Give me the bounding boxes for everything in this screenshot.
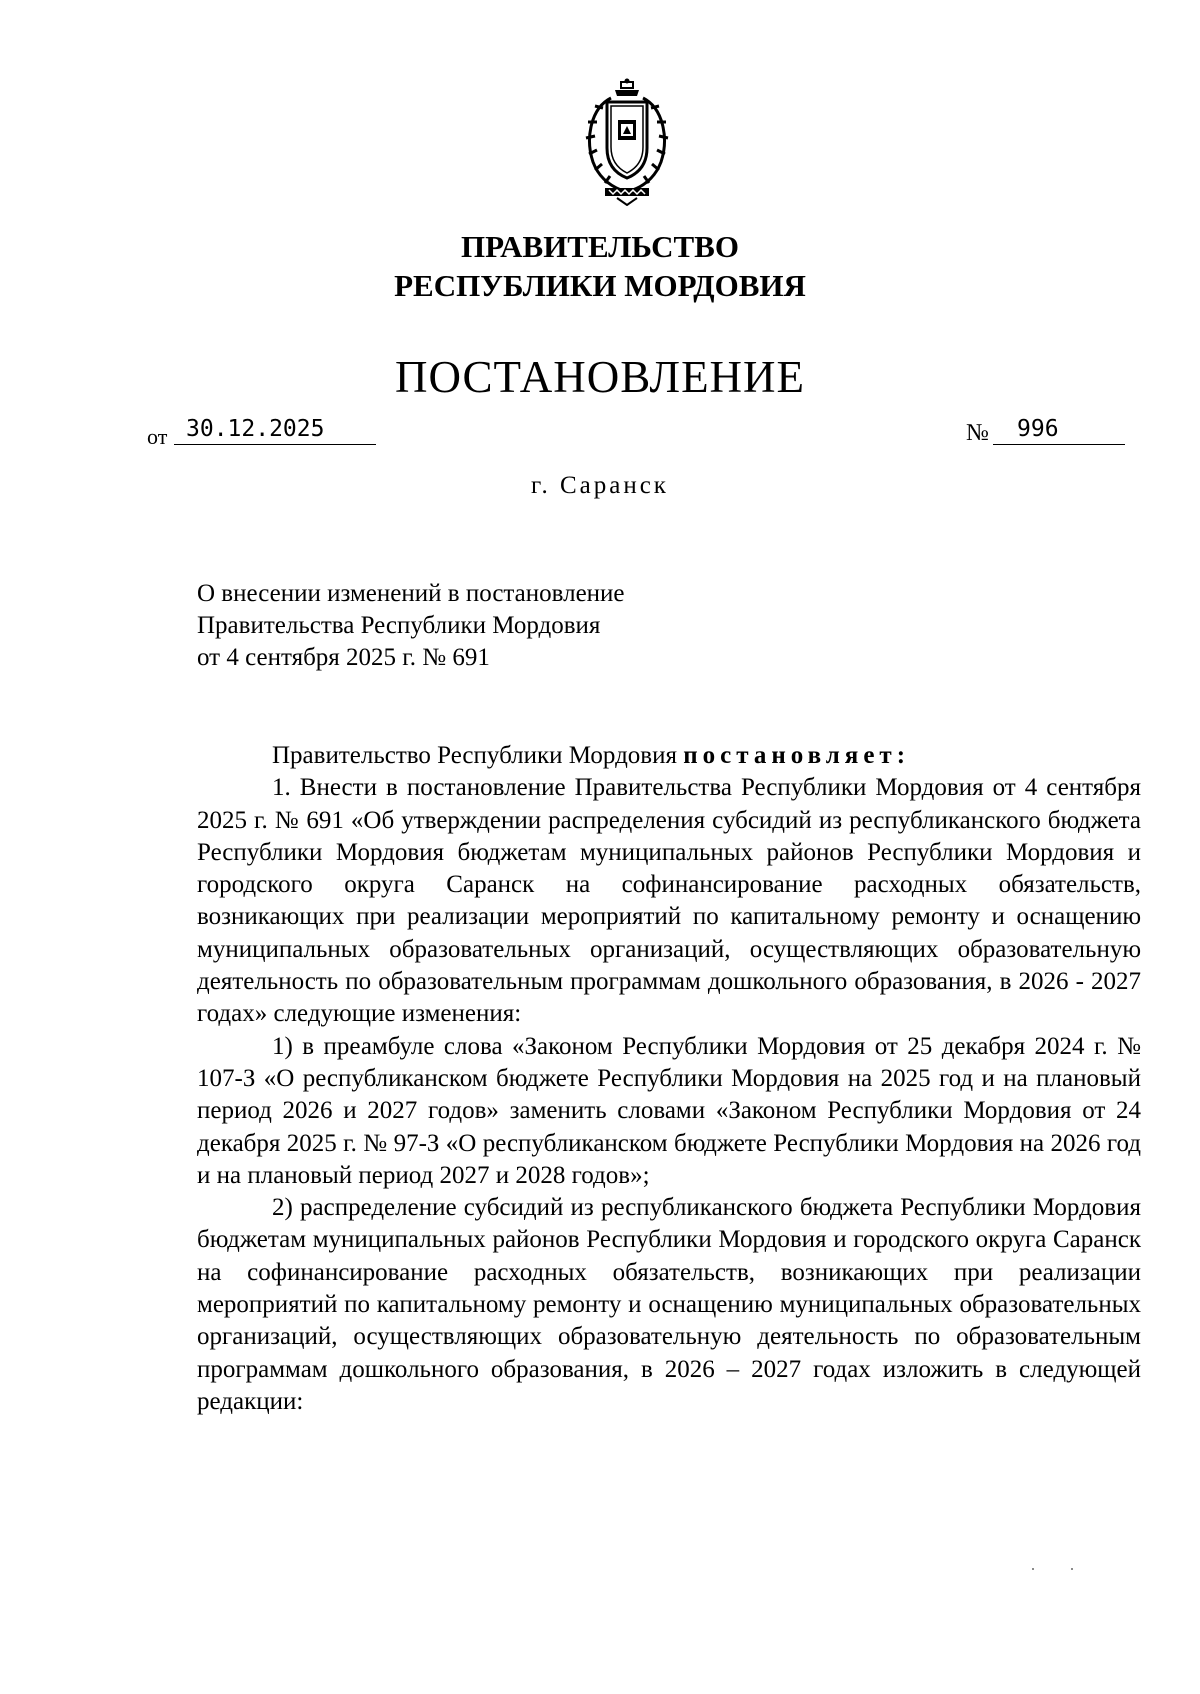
document-type-title: ПОСТАНОВЛЕНИЕ [394,352,806,402]
subitem-1-paragraph: 1) в преамбуле слова «Законом Республики Мордовия от 25 декабря 2024 г. № 107-З «О республиканском бюджете Республики Мордовия на 2025 год и на плановый период 2026 и 2027 годов» заменить словами «Законом Республики Мордовия от 24 декабря 2025 г. № 97-З «О республиканском бюджете Республики Мордовия на 2026 год и на плановый период 2027 и 2028 годов»; [197,1032,1141,1189]
document-subject [197,578,697,674]
scan-artifact [1030,1566,1090,1572]
coat-of-arms-emblem [577,78,677,206]
item-1-paragraph: 1. Внести в постановление Правительства Республики Мордовия от 4 сентября 2025 г. № 691 «Об утверждении распределения субсидий из республиканского бюджета Республики Мордовия бюджетам муниципальных районов Республики Мордовия и городского округа Саранск на софинансирование расходных обязательств, возникающих при реализации мероприятий по капитальному ремонту и оснащению муниципальных образовательных организаций, осуществляющих образовательную деятельность по образовательным программам дошкольного образования, в 2026 - 2027 годах» следующие изменения: [197,774,1141,1028]
subitem-2-paragraph: 2) распределение субсидий из республиканского бюджета Республики Мордовия бюджетам муниципальных районов Республики Мордовия и городского округа Саранск на софинансирование расходных обязательств, возникающих при реализации мероприятий по капитальному ремонту и оснащению муниципальных образовательных организаций, осуществляющих образовательную деятельность по образовательным программам дошкольного образования, в 2026 – 2027 годах изложить в следующей редакции: [197,1194,1141,1415]
subject-line: Правительства Республики Мордовия [197,612,601,639]
number-sign-label: № [966,420,989,446]
preamble-paragraph [197,740,1141,772]
organization-name-line1: ПРАВИТЕЛЬСТВО [461,229,739,264]
preamble-text: Правительство Республики Мордовия [272,742,684,769]
city-name: г. Саранск [531,472,669,499]
subject-line: от 4 сентября 2025 г. № 691 [197,644,490,671]
document-date: 30.12.2025 [174,414,376,445]
organization-name-line2: РЕСПУБЛИКИ МОРДОВИЯ [394,268,806,303]
subject-line: О внесении изменений в постановление [197,580,625,607]
document-body [197,740,1141,1418]
document-number: 996 [993,414,1125,445]
preamble-verb: постановляет: [683,742,911,769]
date-prefix-label: от [147,424,168,449]
